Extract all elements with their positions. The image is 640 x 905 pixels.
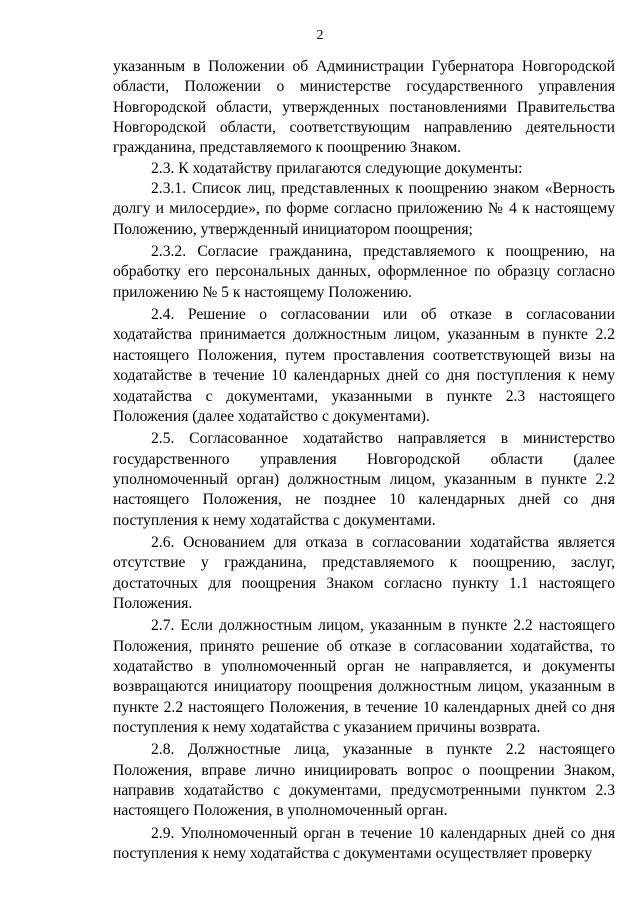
- paragraph-2-3-1: 2.3.1. Список лиц, представленных к поощрению знаком «Верность долгу и милосердие», по форме согласно приложению № 4 к настоящему Положению, утвержденный инициатором поощрения;: [113, 180, 615, 238]
- document-body: [113, 57, 615, 864]
- paragraph-2-4: 2.4. Решение о согласовании или об отказе в согласовании ходатайства принимается должностным лицом, указанным в пункте 2.2 настоящего Положения, путем проставления соответствующей визы на ходатайстве в течение 10 календарных дней со дня поступления к нему ходатайства с документами, указанными в пункте 2.3 настоящего Положения (далее ходатайство с документами).: [113, 306, 615, 425]
- paragraph-2-5: 2.5. Согласованное ходатайство направляется в министерство государственного управления Новгородской области (далее уполномоченный орган) должностным лицом, указанным в пункте 2.2 настоящего Положения, не позднее 10 календарных дней со дня поступления к нему ходатайства с документами.: [113, 430, 615, 529]
- paragraph-2-6: 2.6. Основанием для отказа в согласовании ходатайства является отсутствие у гражданина, представляемого к поощрению, заслуг, достаточных для поощрения Знаком согласно пункту 1.1 настоящего Положения.: [113, 533, 615, 612]
- paragraph-2-3-2: 2.3.2. Согласие гражданина, представляемого к поощрению, на обработку его персональных данных, оформленное по образцу согласно приложению № 5 к настоящему Положению.: [113, 243, 615, 301]
- paragraph-2-7: 2.7. Если должностным лицом, указанным в пункте 2.2 настоящего Положения, принято решение об отказе в согласовании ходатайства, то ходатайство в уполномоченный орган не направляется, и документы возвращаются инициатору поощрения должностным лицом, указанным в пункте 2.2 настоящего Положения, в течение 10 календарных дней со дня поступления к нему ходатайства с указанием причины возврата.: [113, 617, 615, 736]
- paragraph-2-3: 2.3. К ходатайству прилагаются следующие документы:: [151, 159, 523, 177]
- paragraph-continuation: указанным в Положении об Администрации Губернатора Новгородской области, Положении о министерстве государственного управления Новгородской области, утвержденных постановлениями Правительства Новгородской области, соответствующим направлению деятельности гражданина, представляемого к поощрению Знаком.: [113, 58, 615, 157]
- paragraph-2-8: 2.8. Должностные лица, указанные в пункте 2.2 настоящего Положения, вправе лично инициировать вопрос о поощрении Знаком, направив ходатайство с документами, предусмотренными пунктом 2.3 настоящего Положения, в уполномоченный орган.: [113, 741, 615, 820]
- page-number: 2: [316, 28, 324, 43]
- paragraph-2-9: 2.9. Уполномоченный орган в течение 10 календарных дней со дня поступления к нему ходатайства с документами осуществляет проверку: [113, 824, 615, 863]
